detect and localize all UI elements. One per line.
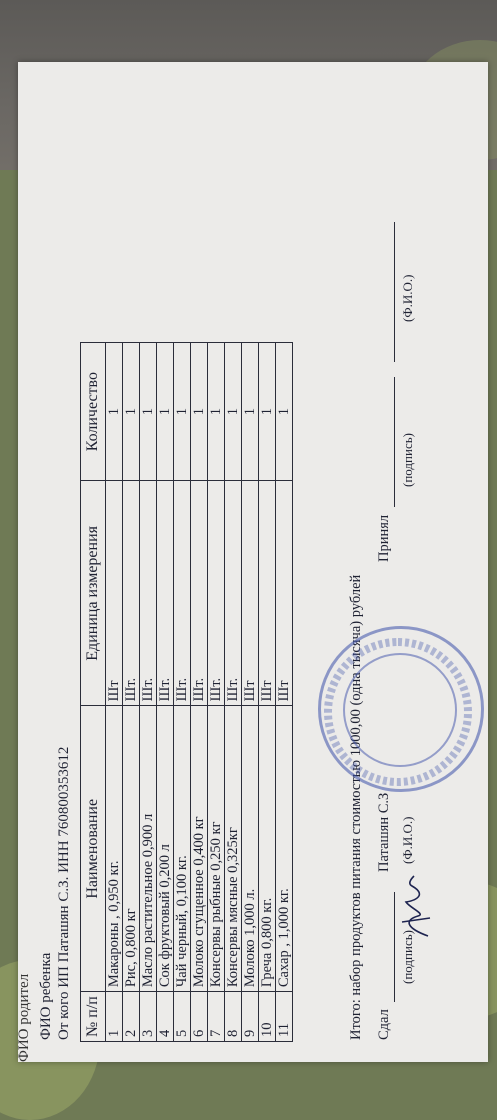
row-quantity: 1 (191, 343, 208, 481)
column-header-quantity: Количество (81, 343, 106, 481)
row-name: Чай черный, 0,100 кг. (174, 706, 191, 992)
table-row (259, 343, 276, 1042)
handed-signature-line (394, 892, 395, 1002)
row-number: 11 (276, 992, 293, 1042)
row-name: Сок фруктовый 0,200 л (157, 706, 174, 992)
total-text: Итого: набор продуктов питания стоимостью 1000,00 (одна тысяча) рублей (348, 574, 364, 1040)
row-number: 6 (191, 992, 208, 1042)
row-name: Греча 0,800 кг. (259, 706, 276, 992)
cut-top-text: ФИО родител (16, 973, 32, 1062)
column-header-number: № п/п (81, 992, 106, 1042)
row-name: Сахар , 1,000 кг. (276, 706, 293, 992)
table-row (174, 343, 191, 1042)
table-row (106, 343, 123, 1042)
handed-label: Сдал (376, 1009, 392, 1040)
receipt-document (18, 62, 488, 1062)
handed-name: Паташян С.З (376, 792, 392, 872)
row-quantity: 1 (174, 343, 191, 481)
handed-signature-caption: (подпись) (400, 930, 415, 984)
row-unit: Шт (276, 481, 293, 706)
row-unit: Шт. (174, 481, 191, 706)
row-unit: Шт (106, 481, 123, 706)
row-name: Консервы рыбные 0,250 кг (208, 706, 225, 992)
row-name: Рис, 0,800 кг (123, 706, 140, 992)
row-name: Молоко сгущенное 0,400 кг (191, 706, 208, 992)
table-row (276, 343, 293, 1042)
row-number: 8 (225, 992, 242, 1042)
row-name: Консервы мясные 0,325кг (225, 706, 242, 992)
received-name-caption: (Ф.И.О.) (400, 274, 415, 322)
row-name: Макароны , 0,950 кг. (106, 706, 123, 992)
row-number: 10 (259, 992, 276, 1042)
table-header-row (81, 343, 106, 1042)
received-signature-line (394, 377, 395, 507)
row-number: 1 (106, 992, 123, 1042)
row-quantity: 1 (106, 343, 123, 481)
table-row (242, 343, 259, 1042)
table-row (225, 343, 242, 1042)
row-quantity: 1 (123, 343, 140, 481)
row-quantity: 1 (140, 343, 157, 481)
row-number: 4 (157, 992, 174, 1042)
stamp-ring-marks (318, 632, 478, 792)
row-unit: Шт. (123, 481, 140, 706)
row-quantity: 1 (242, 343, 259, 481)
row-number: 9 (242, 992, 259, 1042)
row-number: 3 (140, 992, 157, 1042)
row-unit: Шт. (208, 481, 225, 706)
row-quantity: 1 (259, 343, 276, 481)
items-table (80, 342, 293, 1042)
from-label: От кого ИП Паташян С.З. ИНН 760800353612 (56, 746, 72, 1040)
table-row (157, 343, 174, 1042)
row-unit: Шт (259, 481, 276, 706)
received-name-line (394, 222, 395, 362)
child-name-label: ФИО ребенка (38, 952, 54, 1040)
table-row (140, 343, 157, 1042)
row-name: Масло растительное 0,900 л (140, 706, 157, 992)
row-number: 2 (123, 992, 140, 1042)
table-row (208, 343, 225, 1042)
row-number: 5 (174, 992, 191, 1042)
row-unit: Шт (242, 481, 259, 706)
handwritten-signature (400, 872, 434, 942)
column-header-unit: Единица измерения (81, 481, 106, 706)
handed-name-caption: (Ф.И.О.) (400, 816, 415, 864)
row-number: 7 (208, 992, 225, 1042)
row-unit: Шт. (225, 481, 242, 706)
column-header-name: Наименование (81, 706, 106, 992)
row-quantity: 1 (225, 343, 242, 481)
row-name: Молоко 1,000 л. (242, 706, 259, 992)
company-stamp (318, 626, 484, 792)
row-quantity: 1 (208, 343, 225, 481)
table-row (123, 343, 140, 1042)
received-signature-caption: (подпись) (400, 433, 415, 487)
row-unit: Шт. (191, 481, 208, 706)
row-unit: Шт. (157, 481, 174, 706)
table-row (191, 343, 208, 1042)
row-quantity: 1 (276, 343, 293, 481)
received-label: Принял (376, 514, 392, 562)
row-quantity: 1 (157, 343, 174, 481)
row-unit: Шт. (140, 481, 157, 706)
